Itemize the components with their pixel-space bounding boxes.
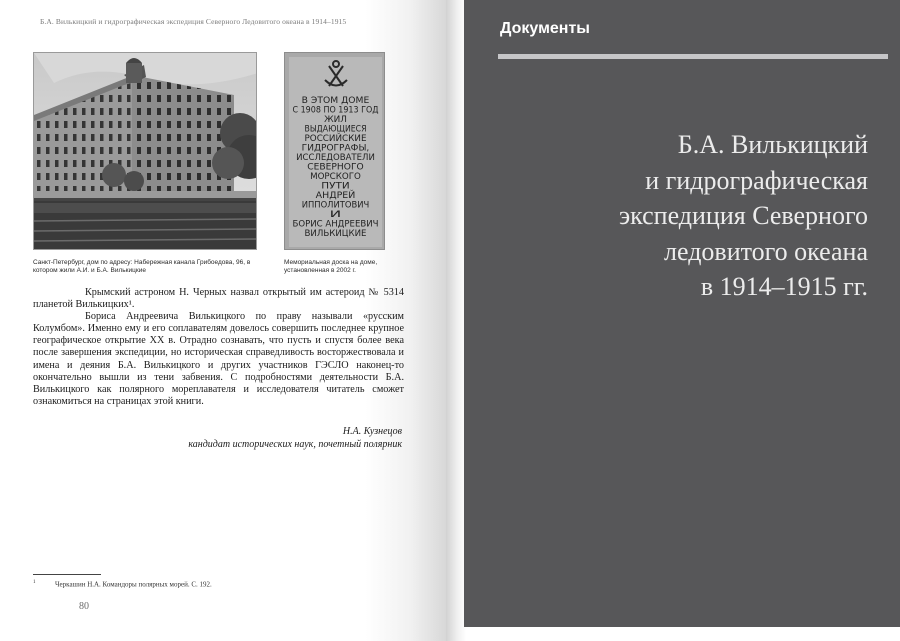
- building-photo: [33, 52, 257, 250]
- plaque-line: РОССИЙСКИЕ: [304, 134, 367, 144]
- plaque-line: ВИЛЬКИЦКИЕ: [304, 229, 367, 239]
- plaque-line: В ЭТОМ ДОМЕ: [301, 96, 370, 106]
- signature-title: кандидат исторических наук, почетный полярник: [188, 438, 402, 450]
- title-line: Б.А. Вилькицкий: [677, 130, 868, 159]
- title-line: в 1914–1915 гг.: [700, 272, 868, 301]
- plaque-line: ИППОЛИТОВИЧ: [301, 200, 370, 211]
- footnote: [33, 580, 333, 588]
- plaque-line: БОРИС АНДРЕЕВИЧ: [292, 219, 379, 230]
- memorial-plaque-image: [285, 53, 385, 250]
- building-photo-image: [34, 53, 257, 250]
- body-text: [33, 287, 404, 408]
- section-label: Документы: [500, 20, 590, 37]
- section-rule: [498, 54, 888, 59]
- signature-block: [33, 426, 402, 451]
- title-line: ледовитого океана: [664, 236, 868, 266]
- plaque-line: ВЫДАЮЩИЕСЯ: [304, 124, 367, 135]
- footnote-text: Черкашин Н.А. Командоры полярных морей. С. 192.: [55, 580, 212, 589]
- paragraph-2: Бориса Андреевича Вилькицкого по праву называли «русским Колумбом». Именно ему и его соплавателям довелось совершить последнее крупное географическое открытие XX в. Отрадно сознавать, что пусть и спустя более века после завершения экспедиции, но историческая справедливость восторжествовала и имена и деяния Б.А. Вилькицкого и других участников ГЭСЛО наконец-то окончательно вышли из тени забвения. С подробностями деятельности Б.А. Вилькицкого как полярного мореплавателя и исследователя читатель сможет ознакомиться на страницах этой книги.: [33, 311, 404, 407]
- title-panel: [464, 0, 900, 627]
- plaque-line: СЕВЕРНОГО: [307, 162, 364, 173]
- plaque-line: ЖИЛ: [324, 115, 347, 125]
- memorial-plaque: [284, 52, 385, 250]
- plaque-line: ПУТИ: [321, 181, 350, 192]
- left-page: [0, 0, 446, 641]
- photo-caption: Санкт-Петербург, дом по адресу: Набережная канала Грибоедова, 96, в котором жили А.И. и Б.А. Вилькицкие: [33, 259, 251, 274]
- plaque-line: МОРСКОГО: [310, 172, 361, 182]
- plaque-line: АНДРЕЙ: [315, 191, 353, 201]
- book-gutter: [446, 0, 466, 641]
- footnote-divider: [33, 574, 101, 575]
- page-number: 80: [79, 601, 89, 612]
- book-title: [520, 127, 868, 305]
- footnote-marker: 1: [33, 580, 36, 585]
- title-line: и гидрографическая: [645, 165, 868, 195]
- plaque-line: ИССЛЕДОВАТЕЛИ: [296, 153, 375, 163]
- plaque-caption: Мемориальная доска на доме, установленная в 2002 г.: [284, 259, 378, 274]
- plaque-line: ГИДРОГРАФЫ,: [301, 143, 370, 154]
- plaque-line: И: [329, 210, 342, 220]
- running-head: Б.А. Вилькицкий и гидрографическая экспедиция Северного Ледовитого океана в 1914–1915: [40, 17, 347, 26]
- signature-name: Н.А. Кузнецов: [342, 426, 402, 437]
- plaque-line: С 1908 ПО 1913 ГОД: [292, 105, 379, 116]
- paragraph-1: Крымский астроном Н. Черных назвал открытый им астероид № 5314 планетой Вилькицких¹.: [33, 287, 404, 311]
- title-line: экспедиция Северного: [618, 201, 868, 230]
